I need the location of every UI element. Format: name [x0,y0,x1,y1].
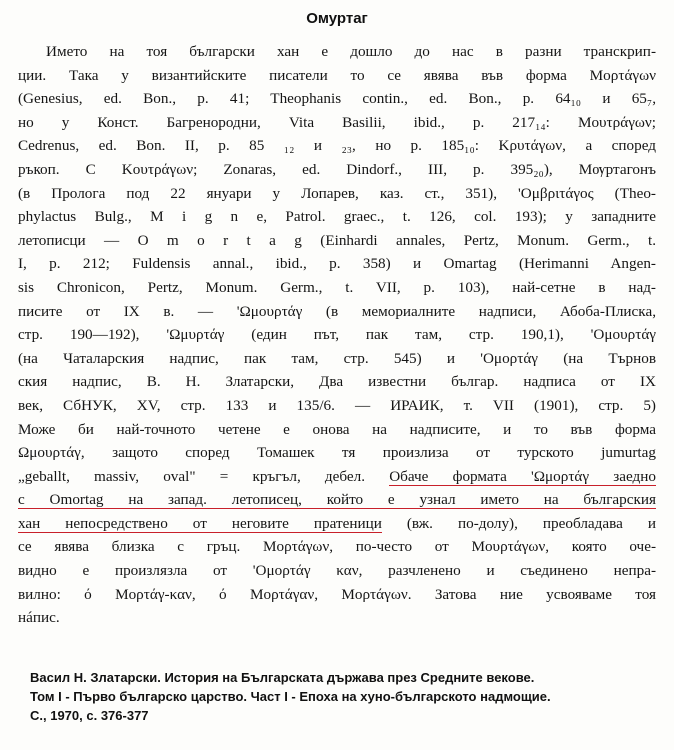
document-title: Омуртаг [306,10,368,27]
text-line: ции. Така у византийските писатели то се явява във форма Μορτάγων [18,66,656,84]
text-line-underlined [18,465,656,489]
underlined-text: хан непосредствено от неговите пратеници [18,514,382,532]
text-line: стр. 190—192), 'Ωμυρτάγ (един път, пак там, стр. 190,1), 'Ομουρτάγ [18,326,656,344]
underlined-text: с Omortag на запад. летописец, който е узнал името на българския [18,491,656,509]
text-line: писите от IX в. — 'Ωμουρτάγ (в мемориалните надписи, Абоба-Плиска, [18,302,656,320]
text-line: phylactus Bulg., M i g n e, Patrol. graec., t. 126, col. 193); у западните [18,208,656,226]
text-line: Cedrenus, ed. Bon. II, p. 85 ₁₂ и ₂₃, но p. 185₁₀: Κρυτάγων, а според [18,137,656,155]
text-line: (в Пролога под 22 януари у Лопарев, каз. ст., 351), 'Ομβριτάγος (Theo- [18,184,656,202]
text-line: sis Chronicon, Pertz, Monum. Germ., t. VII, p. 103), най-сетне в над- [18,278,656,296]
document-body [18,40,656,630]
text-line: ския надпис, В. Н. Златарски, Два известни българ. надписа от IX [18,373,656,391]
text-line: но у Конст. Багренородни, Vita Basilii, ibid., p. 217₁₄: Μουτράγων; [18,113,656,131]
text-line: Ωμουρτάγ, защото според Томашек тя произлиза от турското jumurtag [18,444,656,462]
citation-line: Васил Н. Златарски. История на Българската държава през Средните векове. [30,670,535,685]
text-line: нáпис. [18,609,60,627]
text-line: вилно: ό Μορτάγ-καν, ό Μορτάγαν, Μορτάγων. Затова ние усвояваме тоя [18,585,656,603]
text-line: I, p. 212; Fuldensis annal., ibid., p. 358) и Omartag (Herimanni Angen- [18,255,656,273]
text-line: Името на тоя български хан е дошло до нас в разни транскрип- [46,43,656,60]
text-line: (на Чаталарския надпис, пак там, стр. 545) и 'Ομορτάγ (на Търнов [18,349,656,367]
underlined-text: Обаче формата 'Ωμορτάγ заедно [389,467,656,485]
text-line: Може би най-точното четене е онова на надписите, и то във форма [18,420,656,438]
text-line: се явява близка с гръц. Μορτάγων, по-често от Μουρτάγων, която оче- [18,538,656,556]
line-text: (вж. по-долу), преобладава и [381,514,656,532]
text-line-underlined [18,512,656,536]
citation-line: С., 1970, с. 376-377 [30,708,149,723]
text-line: летописци — O m o r t a g (Einhardi annales, Pertz, Monum. Germ., t. [18,231,656,249]
line-text: „geballt, massiv, oval" = кръгъл, дебел. [18,467,390,485]
text-line: (Genesius, ed. Bon., p. 41; Theophanis contin., ed. Bon., p. 64₁₀ и 65₇, [18,90,656,108]
text-line: век, СбНУК, XV, стр. 133 и 135/6. — ИРАИК, т. VII (1901), стр. 5) [18,396,656,414]
source-citation [30,668,650,725]
text-line: ръкоп. С Κουτράγων; Zonaras, ed. Dindorf., III, p. 395₂₀), Мѹртагонъ [18,160,656,178]
text-line-underlined [18,488,656,512]
text-line: видно е произлязла от 'Ομορτάγ καν, разчленено и съединено непра- [18,562,656,580]
citation-line: Том I - Първо българско царство. Част I - Епоха на хуно-българското надмощие. [30,689,551,704]
